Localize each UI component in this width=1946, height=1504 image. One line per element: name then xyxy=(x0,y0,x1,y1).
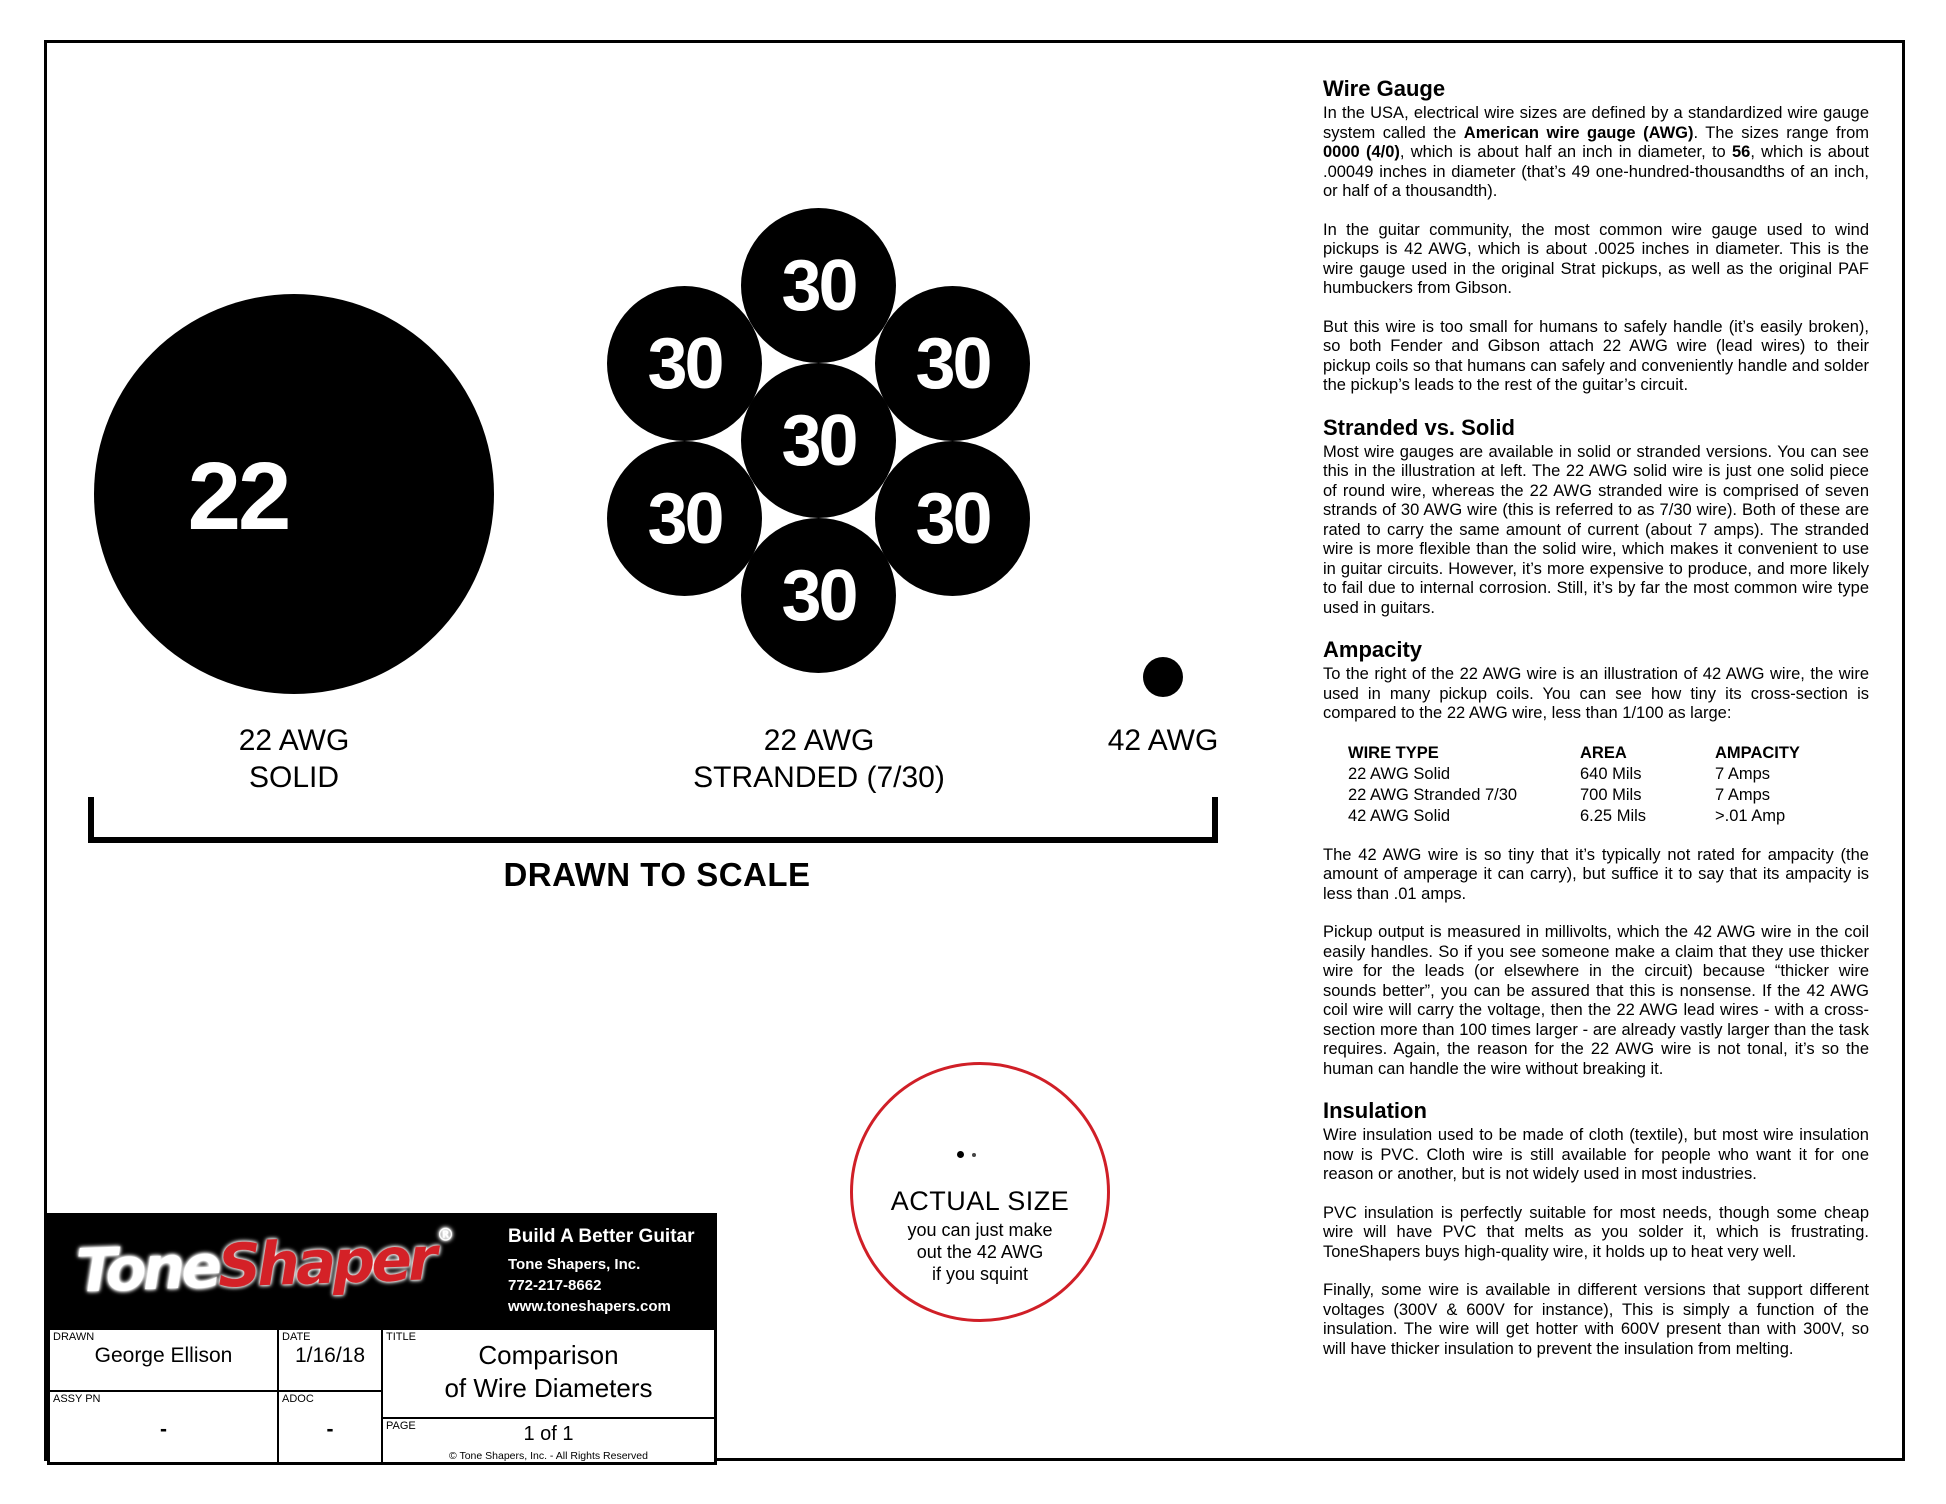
caption-line: if you squint xyxy=(931,1264,1029,1284)
caption-line: 42 AWG xyxy=(1107,724,1219,757)
company-info xyxy=(508,1226,695,1317)
page-label: PAGE xyxy=(386,1420,416,1432)
table-header-row xyxy=(1348,743,1869,764)
registered-trademark-icon: ® xyxy=(436,1224,455,1247)
table-cell: 22 AWG Stranded 7/30 xyxy=(1348,785,1518,804)
strand-circle xyxy=(607,286,762,441)
document-title: Comparison of Wire Diameters xyxy=(444,1340,653,1403)
strand-circle xyxy=(741,363,896,518)
solid-gauge-number: 22 xyxy=(187,443,289,550)
paragraph: To the right of the 22 AWG wire is an illustration of 42 AWG wire, the wire used in many pickup coils. You can see how tiny its cross-section is compared to the 22 AWG wire, less than 1/100 as large: xyxy=(1323,665,1869,722)
paragraph: In the USA, electrical wire sizes are defined by a standardized wire gauge system called the American wire gauge (AWG). The sizes range from 0000 (4/0), which is about half an inch in diameter, to 56, which is about .00049 inches in diameter (that’s 49 one-hundred-thousandths of an inch, or half of a thousandth). xyxy=(1323,104,1870,200)
column-header: AREA xyxy=(1580,743,1627,762)
paragraph: In the guitar community, the most common wire gauge used to wind pickups is 42 AWG, which is about .0025 inches in diameter. This is the wire gauge used in the original Strat pickups, as well as the original PAF humbuckers from Gibson. xyxy=(1323,220,1869,297)
table-cell: 7 Amps xyxy=(1715,764,1771,783)
date-value: 1/16/18 xyxy=(294,1344,366,1367)
title-cell xyxy=(383,1330,714,1419)
drawn-cell xyxy=(50,1330,279,1392)
paragraph: PVC insulation is perfectly suitable for most needs, though some cheap wire will have PVC that melts as you solder it, which is frustrating. ToneShapers buys high-quality wire, it holds up to heat very well. xyxy=(1323,1203,1869,1261)
caption-line: STRANDED (7/30) xyxy=(693,761,945,794)
copyright-notice: © Tone Shapers, Inc. - All Rights Reserved xyxy=(449,1450,648,1462)
paragraph: Finally, some wire is available in different versions that support different voltages (300V & 600V for instance), This is simply a function of the insulation. The wire will get hotter with 600V present than with 300V, so will have thicker insulation to prevent the insulation from melting. xyxy=(1323,1281,1869,1358)
caption-line: 22 AWG xyxy=(763,724,875,757)
scale-bracket xyxy=(88,797,1218,843)
paragraph: Wire insulation used to be made of cloth (textile), but most wire insulation now is PVC. Cloth wire is still available for people who want it for one reason or another, but is not widely used in most industries. xyxy=(1323,1126,1869,1183)
tiny-wire-caption xyxy=(1108,722,1219,759)
column-header: AMPACITY xyxy=(1715,743,1800,762)
caption-line: SOLID xyxy=(248,761,340,794)
section-heading-insulation: Insulation xyxy=(1323,1098,1427,1123)
page-value: 1 of 1 xyxy=(523,1423,574,1445)
strand-gauge-number: 30 xyxy=(781,245,856,326)
strand-circle xyxy=(875,441,1030,596)
strand-circle xyxy=(607,441,762,596)
assy-pn-cell xyxy=(50,1392,279,1462)
solid-22awg-circle xyxy=(94,294,494,694)
company-name: Tone Shapers, Inc. xyxy=(508,1256,641,1273)
page-cell xyxy=(383,1419,714,1462)
website-url: www.toneshapers.com xyxy=(508,1298,671,1315)
drawn-label: DRAWN xyxy=(53,1331,95,1343)
title-block xyxy=(47,1213,717,1465)
drawn-to-scale-label: DRAWN TO SCALE xyxy=(503,856,811,893)
strand-circle xyxy=(875,286,1030,441)
table-cell: 42 AWG Solid xyxy=(1348,806,1451,825)
assy-pn-value: - xyxy=(160,1418,167,1441)
table-cell: 700 Mils xyxy=(1580,785,1642,804)
adoc-cell xyxy=(279,1392,383,1462)
strand-gauge-number: 30 xyxy=(647,478,722,559)
paragraph: Pickup output is measured in millivolts, which the 42 AWG wire in the coil easily handles. So if you see someone make a claim that they use thicker wire for the leads (or elsewhere in the circuit) because “thicker wire sounds better”, you can be assured that this is nonsense. If the 42 AWG coil wire will carry the voltage, then the 22 AWG lead wires - with a cross-section more than 100 times larger - are already vastly larger than the task requires. Again, the reason for the 22 AWG wire is not tonal, it’s so the human can handle the wire without breaking it. xyxy=(1323,923,1869,1078)
column-header: WIRE TYPE xyxy=(1348,743,1439,762)
paragraph: The 42 AWG wire is so tiny that it’s typically not rated for ampacity (the amount of amperage it can carry), but suffice it to say that its ampacity is less than .01 amps. xyxy=(1323,845,1869,903)
tagline: Build A Better Guitar xyxy=(508,1226,695,1247)
logo-banner xyxy=(50,1216,714,1330)
strand-circle xyxy=(741,518,896,673)
caption-line: you can just make xyxy=(907,1220,1053,1240)
paragraph: But this wire is too small for humans to safely handle (it’s easily broken), so both Fender and Gibson attach 22 AWG wire (lead wires) to their pickup coils so that humans can safely and conveniently handle and solder the pickup’s leads to the rest of the guitar’s circuit. xyxy=(1323,317,1869,394)
assy-pn-label: ASSY PN xyxy=(53,1393,101,1405)
table-cell: 640 Mils xyxy=(1580,764,1642,783)
actual-size-42awg-dot xyxy=(972,1153,976,1157)
actual-size-22awg-dot xyxy=(957,1151,964,1158)
table-cell: 6.25 Mils xyxy=(1580,806,1647,825)
toneshaper-logo: ToneShaper® xyxy=(74,1224,455,1307)
strand-gauge-number: 30 xyxy=(781,400,856,481)
stranded-bundle-caption xyxy=(693,722,945,796)
drawn-value: George Ellison xyxy=(94,1344,233,1367)
strand-gauge-number: 30 xyxy=(915,323,990,404)
table-cell: >.01 Amp xyxy=(1715,806,1786,825)
phone-number: 772-217-8662 xyxy=(508,1277,602,1294)
strand-gauge-number: 30 xyxy=(915,478,990,559)
section-heading-wire-gauge: Wire Gauge xyxy=(1323,76,1446,101)
adoc-label: ADOC xyxy=(282,1393,314,1405)
caption-line: 22 AWG xyxy=(238,724,350,757)
date-cell xyxy=(279,1330,383,1392)
table-cell: 22 AWG Solid xyxy=(1348,764,1451,783)
table-row xyxy=(1348,806,1869,827)
actual-size-caption xyxy=(907,1219,1052,1285)
caption-line: out the 42 AWG xyxy=(916,1242,1044,1262)
table-cell: 7 Amps xyxy=(1715,785,1771,804)
adoc-value: - xyxy=(326,1418,334,1441)
section-heading-ampacity: Ampacity xyxy=(1323,637,1423,662)
tiny-42awg-dot xyxy=(1143,657,1183,697)
solid-circle-caption xyxy=(239,722,350,796)
actual-size-title: ACTUAL SIZE xyxy=(890,1186,1070,1216)
title-label: TITLE xyxy=(386,1331,416,1343)
ampacity-table xyxy=(1348,743,1869,827)
table-row xyxy=(1348,785,1869,806)
table-row xyxy=(1348,764,1869,785)
paragraph: Most wire gauges are available in solid or stranded versions. You can see this in the illustration at left. The 22 AWG solid wire is just one solid piece of round wire, whereas the 22 AWG stranded wire is comprised of seven strands of 30 AWG wire (this is referred to as 7/30 wire). Both of these are rated to carry the same amount of current (about 7 amps). The stranded wire is more flexible than the solid wire, which makes it convenient to use in guitar circuits. However, it’s more expensive to produce, and more likely to fail due to internal corrosion. Still, it’s by far the most common wire type used in guitars. xyxy=(1323,442,1869,617)
date-label: DATE xyxy=(282,1331,311,1343)
article-column xyxy=(1323,76,1869,1378)
section-heading-stranded-vs-solid: Stranded vs. Solid xyxy=(1323,414,1515,440)
strand-gauge-number: 30 xyxy=(647,323,722,404)
strand-circle xyxy=(741,208,896,363)
strand-gauge-number: 30 xyxy=(781,555,856,636)
